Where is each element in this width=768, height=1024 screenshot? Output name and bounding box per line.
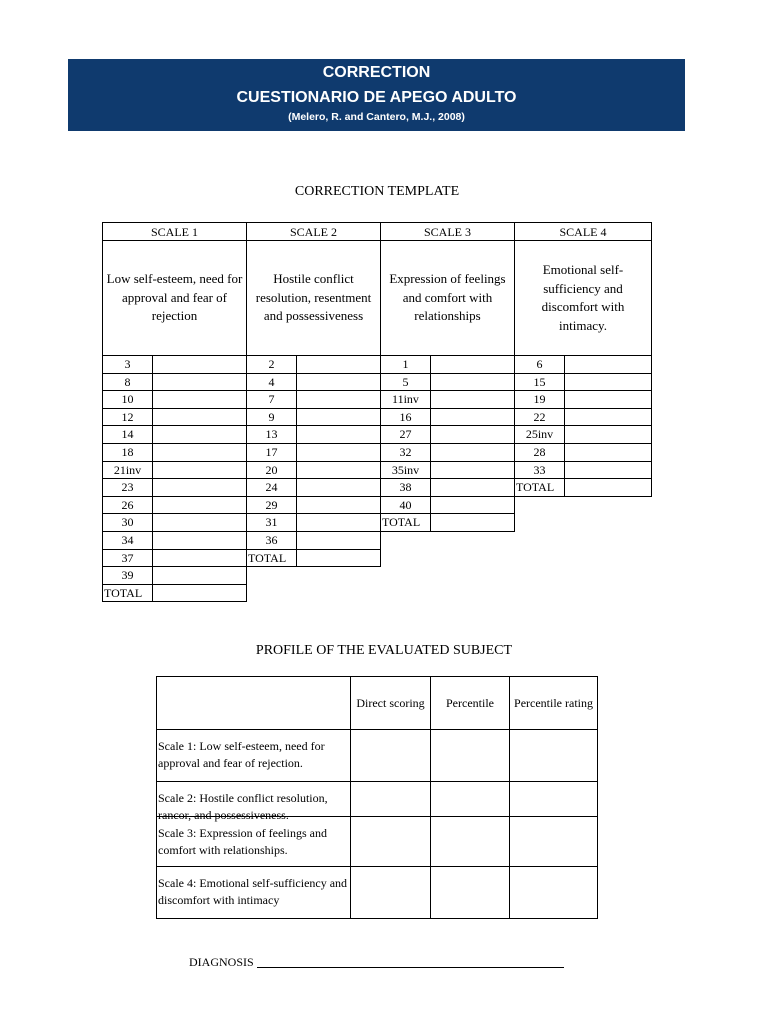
scale-3-item: 38 [380, 478, 431, 497]
scale-4-score-cell[interactable] [564, 355, 652, 374]
scale-3-item: 16 [380, 408, 431, 427]
scale-4-score-cell[interactable] [564, 425, 652, 444]
scale-2-item: 17 [246, 443, 297, 462]
scale-2-item: 29 [246, 496, 297, 515]
scale-1-total-label: TOTAL [102, 584, 153, 603]
scale-3-item: 1 [380, 355, 431, 374]
scale-2-score-cell[interactable] [296, 461, 381, 480]
scale-2-score-cell[interactable] [296, 478, 381, 497]
scale-4-score-cell[interactable] [564, 390, 652, 409]
scale-2-item: 9 [246, 408, 297, 427]
scale-4-item: 22 [514, 408, 565, 427]
scale-4-item: 33 [514, 461, 565, 480]
scale-2-score-cell[interactable] [296, 390, 381, 409]
scale-description-4: Emotional self-sufficiency and discomfort with intimacy. [514, 240, 652, 356]
percentile-rating-cell[interactable] [509, 781, 598, 817]
template-title: CORRECTION TEMPLATE [294, 184, 460, 199]
scale-1-score-cell[interactable] [152, 355, 247, 374]
scale-1-item: 8 [102, 373, 153, 392]
scale-2-score-cell[interactable] [296, 355, 381, 374]
scale-2-total-cell[interactable] [296, 549, 381, 568]
scale-2-item: 7 [246, 390, 297, 409]
profile-row-label: Scale 4: Emotional self-sufficiency and discomfort with intimacy [156, 866, 351, 919]
scale-3-total-cell[interactable] [430, 513, 515, 532]
direct-scoring-cell[interactable] [350, 866, 431, 919]
scale-3-score-cell[interactable] [430, 443, 515, 462]
percentile-cell[interactable] [430, 729, 510, 782]
scale-1-score-cell[interactable] [152, 425, 247, 444]
scale-3-score-cell[interactable] [430, 373, 515, 392]
header-banner [68, 59, 685, 131]
percentile-rating-cell[interactable] [509, 816, 598, 867]
banner-subtitle: CUESTIONARIO DE APEGO ADULTO [236, 89, 517, 106]
scale-1-item: 18 [102, 443, 153, 462]
scale-1-item: 21inv [102, 461, 153, 480]
scale-3-score-cell[interactable] [430, 355, 515, 374]
percentile-cell[interactable] [430, 816, 510, 867]
scale-1-score-cell[interactable] [152, 549, 247, 568]
scale-4-score-cell[interactable] [564, 443, 652, 462]
scale-3-score-cell[interactable] [430, 461, 515, 480]
scale-2-score-cell[interactable] [296, 496, 381, 515]
scale-1-score-cell[interactable] [152, 496, 247, 515]
scale-2-item: 31 [246, 513, 297, 532]
scale-1-score-cell[interactable] [152, 531, 247, 550]
scale-3-item: 27 [380, 425, 431, 444]
scale-4-item: 15 [514, 373, 565, 392]
percentile-cell[interactable] [430, 781, 510, 817]
scale-4-item: 25inv [514, 425, 565, 444]
profile-header-blank [156, 676, 351, 730]
scale-1-item: 30 [102, 513, 153, 532]
scale-2-score-cell[interactable] [296, 425, 381, 444]
scale-description-2: Hostile conflict resolution, resentment and possessiveness [246, 240, 381, 356]
scale-4-item: 28 [514, 443, 565, 462]
scale-1-total-cell[interactable] [152, 584, 247, 603]
scale-2-total-label: TOTAL [246, 549, 297, 568]
direct-scoring-cell[interactable] [350, 729, 431, 782]
scale-description-1: Low self-esteem, need for approval and fear of rejection [102, 240, 247, 356]
scale-1-item: 39 [102, 566, 153, 585]
scale-2-item: 2 [246, 355, 297, 374]
scale-1-score-cell[interactable] [152, 408, 247, 427]
scale-header-1: SCALE 1 [102, 222, 247, 241]
percentile-rating-cell[interactable] [509, 729, 598, 782]
diagnosis-field[interactable] [257, 967, 564, 968]
profile-row-label: Scale 2: Hostile conflict resolution, rancor, and possessiveness. [156, 781, 351, 817]
scale-4-score-cell[interactable] [564, 461, 652, 480]
scale-1-item: 10 [102, 390, 153, 409]
scale-1-item: 3 [102, 355, 153, 374]
scale-1-score-cell[interactable] [152, 566, 247, 585]
profile-header-direct-scoring: Direct scoring [350, 676, 431, 730]
scale-1-score-cell[interactable] [152, 443, 247, 462]
scale-3-item: 11inv [380, 390, 431, 409]
banner-title: CORRECTION [322, 64, 431, 81]
scale-2-item: 20 [246, 461, 297, 480]
scale-1-item: 12 [102, 408, 153, 427]
scale-3-score-cell[interactable] [430, 408, 515, 427]
scale-4-total-label: TOTAL [514, 478, 565, 497]
scale-3-score-cell[interactable] [430, 478, 515, 497]
scale-1-item: 23 [102, 478, 153, 497]
diagnosis-label: DIAGNOSIS [189, 955, 254, 969]
scale-1-item: 26 [102, 496, 153, 515]
direct-scoring-cell[interactable] [350, 781, 431, 817]
scale-4-score-cell[interactable] [564, 408, 652, 427]
scale-header-3: SCALE 3 [380, 222, 515, 241]
scale-2-score-cell[interactable] [296, 408, 381, 427]
scale-2-item: 13 [246, 425, 297, 444]
scale-1-item: 37 [102, 549, 153, 568]
scale-4-item: 6 [514, 355, 565, 374]
percentile-rating-cell[interactable] [509, 866, 598, 919]
scale-header-4: SCALE 4 [514, 222, 652, 241]
scale-3-item: 35inv [380, 461, 431, 480]
profile-row-label: Scale 1: Low self-esteem, need for approval and fear of rejection. [156, 729, 351, 782]
banner-citation: (Melero, R. and Cantero, M.J., 2008) [288, 111, 465, 123]
scale-4-item: 19 [514, 390, 565, 409]
scale-2-item: 24 [246, 478, 297, 497]
scale-3-item: 40 [380, 496, 431, 515]
scale-1-score-cell[interactable] [152, 478, 247, 497]
scale-1-score-cell[interactable] [152, 461, 247, 480]
scale-2-score-cell[interactable] [296, 531, 381, 550]
profile-row-label: Scale 3: Expression of feelings and comfort with relationships. [156, 816, 351, 867]
scale-2-score-cell[interactable] [296, 373, 381, 392]
scale-2-item: 4 [246, 373, 297, 392]
scale-3-score-cell[interactable] [430, 390, 515, 409]
scale-1-item: 14 [102, 425, 153, 444]
scale-4-score-cell[interactable] [564, 373, 652, 392]
scale-1-score-cell[interactable] [152, 513, 247, 532]
scale-description-3: Expression of feelings and comfort with relationships [380, 240, 515, 356]
scale-1-score-cell[interactable] [152, 373, 247, 392]
scale-3-total-label: TOTAL [380, 513, 431, 532]
scale-2-score-cell[interactable] [296, 513, 381, 532]
scale-2-score-cell[interactable] [296, 443, 381, 462]
scale-1-score-cell[interactable] [152, 390, 247, 409]
percentile-cell[interactable] [430, 866, 510, 919]
profile-header-percentile-rating: Percentile rating [509, 676, 598, 730]
scale-3-score-cell[interactable] [430, 425, 515, 444]
scale-3-item: 32 [380, 443, 431, 462]
direct-scoring-cell[interactable] [350, 816, 431, 867]
scale-3-score-cell[interactable] [430, 496, 515, 515]
scale-1-item: 34 [102, 531, 153, 550]
profile-title: PROFILE OF THE EVALUATED SUBJECT [255, 643, 513, 658]
scale-4-total-cell[interactable] [564, 478, 652, 497]
profile-header-percentile: Percentile [430, 676, 510, 730]
scale-3-item: 5 [380, 373, 431, 392]
scale-2-item: 36 [246, 531, 297, 550]
scale-header-2: SCALE 2 [246, 222, 381, 241]
